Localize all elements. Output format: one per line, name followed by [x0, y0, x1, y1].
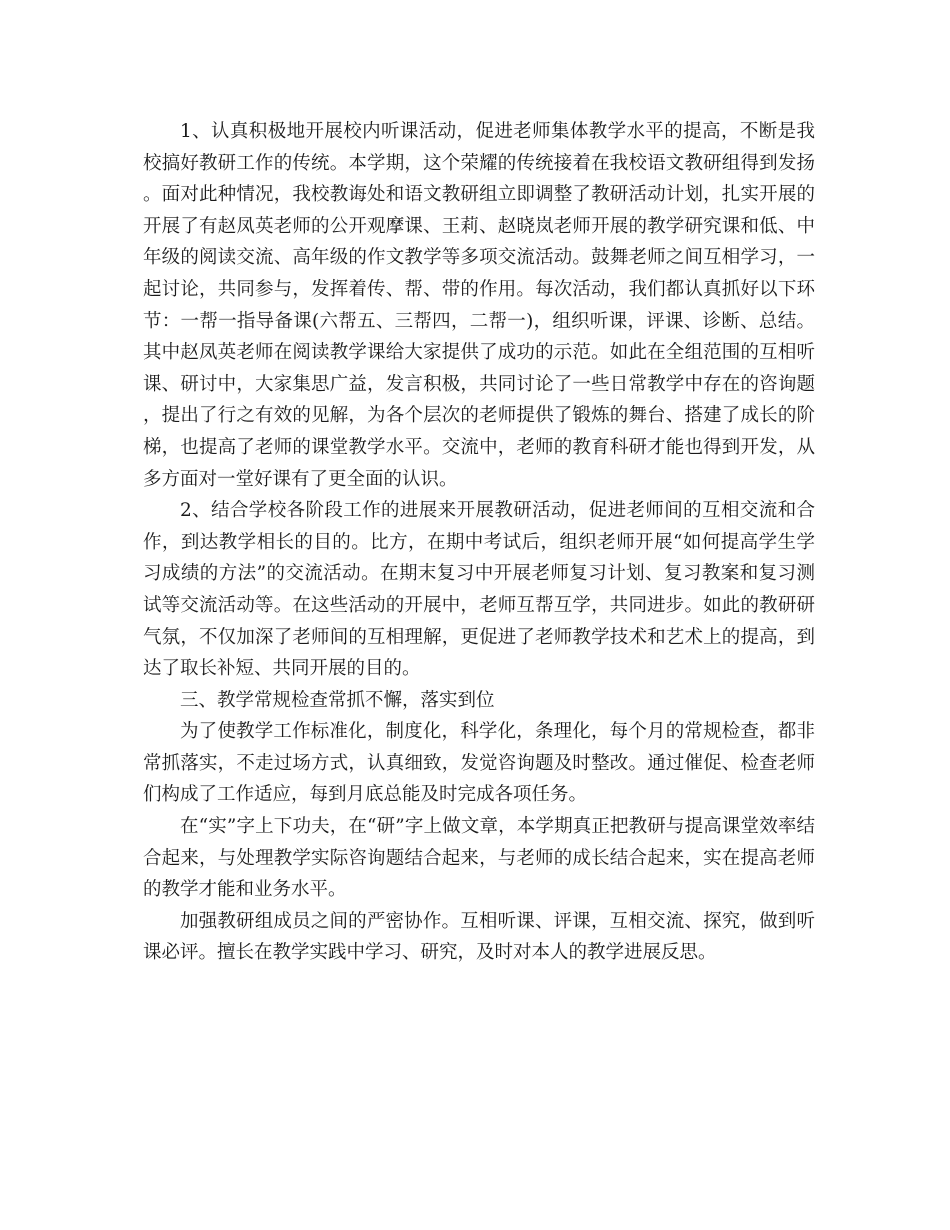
- document-body: [143, 116, 815, 969]
- paragraph-4: 在“实”字上下功夫，在“研”字上做文章，本学期真正把教研与提高课堂效率结合起来，与处理教学实际咨询题结合起来，与老师的成长结合起来，实在提高老师的教学才能和业务水平。: [143, 816, 815, 901]
- paragraph-5: 加强教研组成员之间的严密协作。互相听课、评课，互相交流、探究，做到听课必评。擅长在教学实践中学习、研究，及时对本人的教学进展反思。: [143, 910, 815, 964]
- paragraph-2: 2、结合学校各阶段工作的进展来开展教研活动，促进老师间的互相交流和合作，到达教学相长的目的。比方，在期中考试后，组织老师开展“如何提高学生学习成绩的方法”的交流活动。在期末复习中开展老师复习计划、复习教案和复习测试等交流活动等。在这些活动的开展中，老师互帮互学，共同进步。如此的教研研气氛，不仅加深了老师间的互相理解，更促进了老师教学技术和艺术上的提高，到达了取长补短、共同开展的目的。: [143, 500, 815, 680]
- paragraph-1: 1、认真积极地开展校内听课活动，促进老师集体教学水平的提高，不断是我校搞好教研工作的传统。本学期，这个荣耀的传统接着在我校语文教研组得到发扬。面对此种情况，我校教诲处和语文教研组立即调整了教研活动计划，扎实开展的开展了有赵凤英老师的公开观摩课、王莉、赵晓岚老师开展的教学研究课和低、中年级的阅读交流、高年级的作文教学等多项交流活动。鼓舞老师之间互相学习，一起讨论，共同参与，发挥着传、帮、带的作用。每次活动，我们都认真抓好以下环节：一帮一指导备课(六帮五、三帮四，二帮一)，组织听课，评课、诊断、总结。其中赵凤英老师在阅读教学课给大家提供了成功的示范。如此在全组范围的互相听课、研讨中，大家集思广益，发言积极，共同讨论了一些日常教学中存在的咨询题，提出了行之有效的见解，为各个层次的老师提供了锻炼的舞台、搭建了成长的阶梯，也提高了老师的课堂教学水平。交流中，老师的教育科研才能也得到开发，从多方面对一堂好课有了更全面的认识。: [143, 121, 815, 490]
- section-heading: 三、教学常规检查常抓不懈，落实到位: [180, 689, 495, 711]
- paragraph-3: 为了使教学工作标准化，制度化，科学化，条理化，每个月的常规检查，都非常抓落实，不走过场方式，认真细致，发觉咨询题及时整改。通过催促、检查老师们构成了工作适应，每到月底总能及时完成各项任务。: [143, 721, 815, 806]
